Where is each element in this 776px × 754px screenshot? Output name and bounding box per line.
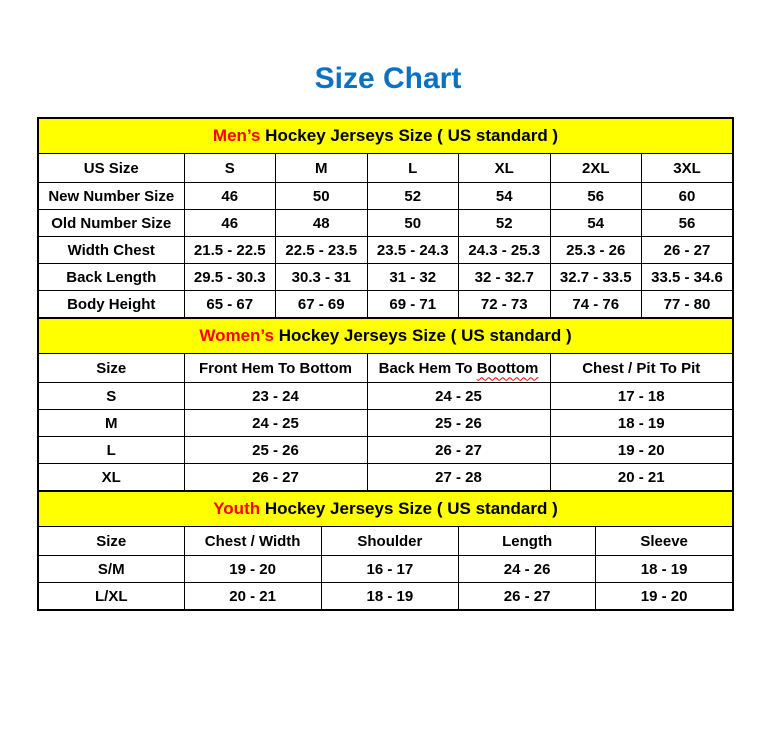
size-value-cell: 54: [550, 210, 642, 237]
column-header: Chest / Pit To Pit: [550, 354, 733, 383]
womens-section-header-text: Hockey Jerseys Size ( US standard ): [273, 326, 572, 345]
size-value-cell: 19 - 20: [184, 556, 321, 583]
row-label: L: [38, 437, 184, 464]
size-value-cell: 21.5 - 22.5: [184, 237, 276, 264]
size-value-cell: 77 - 80: [642, 291, 734, 319]
mens-column-header-row: [38, 154, 733, 183]
size-value-cell: 17 - 18: [550, 383, 733, 410]
row-label: Old Number Size: [38, 210, 184, 237]
size-value-cell: 26 - 27: [642, 237, 734, 264]
youth-column-header-row: [38, 527, 733, 556]
column-header: Size: [38, 527, 184, 556]
table-row: [38, 264, 733, 291]
womens-section-header: [38, 318, 733, 354]
size-value-cell: 29.5 - 30.3: [184, 264, 276, 291]
size-value-cell: 26 - 27: [459, 583, 596, 611]
table-row: [38, 556, 733, 583]
row-label: XL: [38, 464, 184, 492]
column-header: Front Hem To Bottom: [184, 354, 367, 383]
table-row: [38, 410, 733, 437]
size-value-cell: 20 - 21: [184, 583, 321, 611]
table-row: [38, 464, 733, 492]
row-label: Back Length: [38, 264, 184, 291]
size-value-cell: 67 - 69: [276, 291, 368, 319]
column-header: US Size: [38, 154, 184, 183]
table-row: [38, 183, 733, 210]
size-value-cell: 16 - 17: [321, 556, 458, 583]
size-value-cell: 30.3 - 31: [276, 264, 368, 291]
mens-section-header-highlight: Men’s: [212, 126, 261, 145]
size-value-cell: 25 - 26: [184, 437, 367, 464]
size-value-cell: 52: [459, 210, 551, 237]
size-value-cell: 50: [367, 210, 459, 237]
size-value-cell: 60: [642, 183, 734, 210]
womens-section-header-highlight: Women’s: [199, 326, 274, 345]
size-value-cell: 27 - 28: [367, 464, 550, 492]
size-value-cell: 26 - 27: [184, 464, 367, 492]
mens-size-table: [37, 117, 734, 319]
size-value-cell: 24 - 25: [184, 410, 367, 437]
column-header: Sleeve: [596, 527, 733, 556]
size-value-cell: 23 - 24: [184, 383, 367, 410]
table-row: [38, 237, 733, 264]
size-value-cell: 18 - 19: [550, 410, 733, 437]
size-value-cell: 20 - 21: [550, 464, 733, 492]
youth-section-header-text: Hockey Jerseys Size ( US standard ): [260, 499, 558, 518]
size-value-cell: 23.5 - 24.3: [367, 237, 459, 264]
size-value-cell: 46: [184, 210, 276, 237]
size-value-cell: 19 - 20: [596, 583, 733, 611]
size-value-cell: 24 - 26: [459, 556, 596, 583]
column-header: 3XL: [642, 154, 734, 183]
size-value-cell: 69 - 71: [367, 291, 459, 319]
size-value-cell: 19 - 20: [550, 437, 733, 464]
size-value-cell: 32 - 32.7: [459, 264, 551, 291]
column-header: Length: [459, 527, 596, 556]
column-header: Size: [38, 354, 184, 383]
size-value-cell: 56: [550, 183, 642, 210]
size-value-cell: 50: [276, 183, 368, 210]
size-value-cell: 18 - 19: [596, 556, 733, 583]
column-header: 2XL: [550, 154, 642, 183]
column-header: S: [184, 154, 276, 183]
size-value-cell: 54: [459, 183, 551, 210]
row-label: Body Height: [38, 291, 184, 319]
misspelled-word: Boottom: [476, 359, 539, 377]
row-label: Width Chest: [38, 237, 184, 264]
size-value-cell: 31 - 32: [367, 264, 459, 291]
size-value-cell: 46: [184, 183, 276, 210]
size-value-cell: 18 - 19: [321, 583, 458, 611]
youth-section-header-highlight: Youth: [213, 499, 261, 518]
size-value-cell: 48: [276, 210, 368, 237]
womens-size-table: [37, 317, 734, 492]
size-value-cell: 56: [642, 210, 734, 237]
size-value-cell: 33.5 - 34.6: [642, 264, 734, 291]
womens-column-header-row: [38, 354, 733, 383]
column-header: XL: [459, 154, 551, 183]
table-row: [38, 210, 733, 237]
table-row: [38, 437, 733, 464]
size-value-cell: 52: [367, 183, 459, 210]
row-label: S/M: [38, 556, 184, 583]
row-label: S: [38, 383, 184, 410]
size-value-cell: 32.7 - 33.5: [550, 264, 642, 291]
table-row: [38, 291, 733, 319]
size-value-cell: 22.5 - 23.5: [276, 237, 368, 264]
size-value-cell: 26 - 27: [367, 437, 550, 464]
row-label: New Number Size: [38, 183, 184, 210]
size-value-cell: 25.3 - 26: [550, 237, 642, 264]
row-label: L/XL: [38, 583, 184, 611]
column-header: L: [367, 154, 459, 183]
column-header: M: [276, 154, 368, 183]
column-header: Chest / Width: [184, 527, 321, 556]
size-value-cell: 24.3 - 25.3: [459, 237, 551, 264]
size-chart-tables: [0, 117, 776, 611]
table-row: [38, 383, 733, 410]
row-label: M: [38, 410, 184, 437]
size-value-cell: 24 - 25: [367, 383, 550, 410]
page-title: Size Chart: [314, 62, 462, 95]
column-header-text: Back Hem To: [378, 359, 477, 377]
table-row: [38, 583, 733, 611]
size-value-cell: 25 - 26: [367, 410, 550, 437]
size-value-cell: 74 - 76: [550, 291, 642, 319]
youth-size-table: [37, 490, 734, 611]
column-header: Shoulder: [321, 527, 458, 556]
mens-section-header-text: Hockey Jerseys Size ( US standard ): [260, 126, 559, 145]
mens-section-header: [38, 118, 733, 154]
column-header-with-spellcheck: [367, 354, 550, 383]
size-value-cell: 72 - 73: [459, 291, 551, 319]
size-value-cell: 65 - 67: [184, 291, 276, 319]
youth-section-header: [38, 491, 733, 527]
